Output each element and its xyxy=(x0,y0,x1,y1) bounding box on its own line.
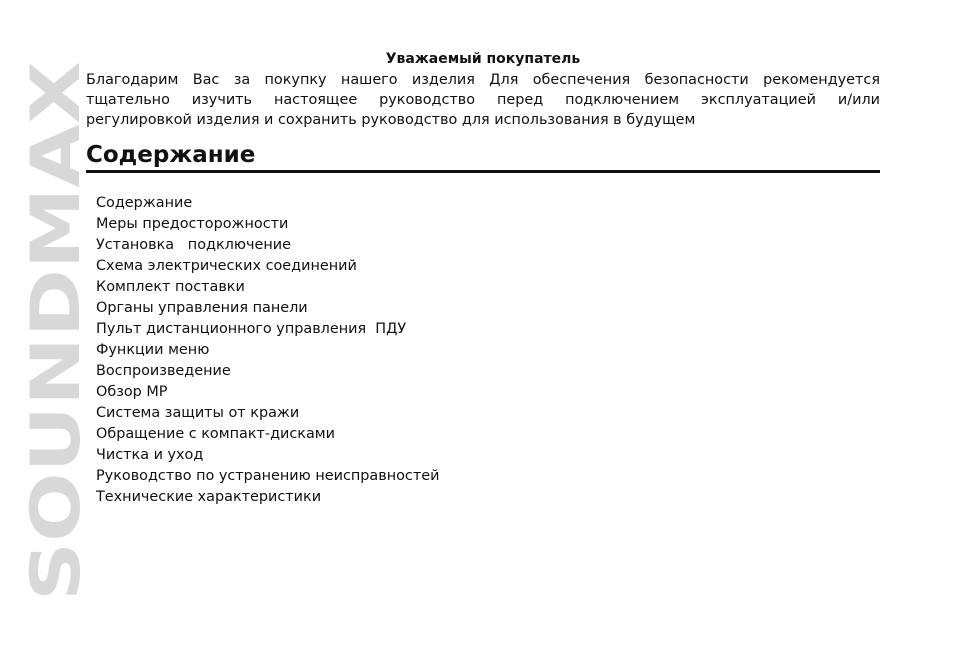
toc-item[interactable]: Меры предосторожности xyxy=(96,216,289,232)
toc-item[interactable]: Воспроизведение xyxy=(96,363,231,379)
intro-line: Благодарим Вас за покупку нашего изделия Для обеспечения безопасности рекомендуется xyxy=(86,72,880,88)
toc-item[interactable]: Комплект поставки xyxy=(96,279,245,295)
toc-item[interactable]: Функции меню xyxy=(96,342,210,358)
toc-item[interactable]: Пульт дистанционного управления ПДУ xyxy=(96,321,407,337)
heading-rule xyxy=(86,170,880,173)
toc-item[interactable]: Содержание xyxy=(96,195,193,211)
toc-item[interactable]: Чистка и уход xyxy=(96,447,204,463)
toc-item[interactable]: Технические характеристики xyxy=(96,489,322,505)
toc-item[interactable]: Руководство по устранению неисправностей xyxy=(96,468,440,484)
toc-item[interactable]: Обзор МР xyxy=(96,384,168,400)
toc-item[interactable]: Схема электрических соединений xyxy=(96,258,357,274)
toc-list xyxy=(96,193,439,508)
toc-item[interactable]: Обращение с компакт-дисками xyxy=(96,426,336,442)
intro-line: тщательно изучить настоящее руководство перед подключением эксплуатацией и/или xyxy=(86,92,880,108)
toc-item[interactable]: Установка подключение xyxy=(96,237,291,253)
greeting-heading: Уважаемый покупатель xyxy=(385,51,581,67)
brand-logo xyxy=(17,57,96,605)
intro-line: регулировкой изделия и сохранить руководство для использования в будущем xyxy=(86,112,696,128)
intro-paragraph xyxy=(86,70,880,130)
toc-heading: Содержание xyxy=(86,142,256,168)
toc-item[interactable]: Органы управления панели xyxy=(96,300,308,316)
toc-item[interactable]: Система защиты от кражи xyxy=(96,405,300,421)
brand-logo-text: SOUNDMAX xyxy=(17,152,96,601)
